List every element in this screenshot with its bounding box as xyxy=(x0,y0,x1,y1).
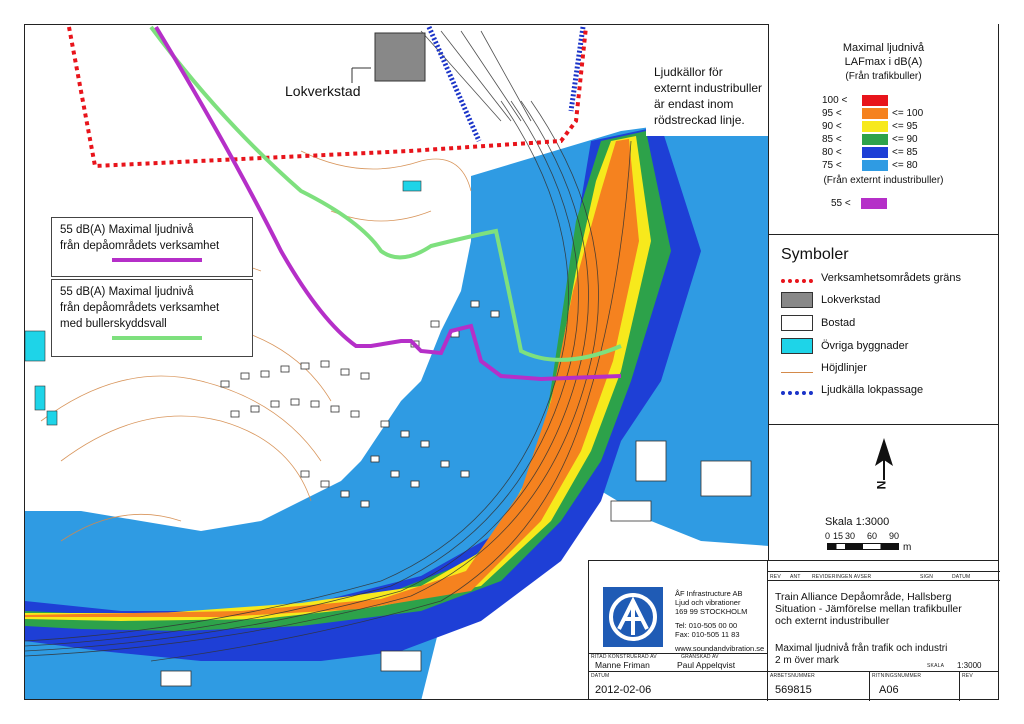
legend-industri-row xyxy=(831,197,887,209)
title-block xyxy=(588,560,999,700)
symbol-row xyxy=(781,338,908,354)
scale-value: 1:3000 xyxy=(957,661,982,670)
legend-level-row xyxy=(822,146,918,158)
legend-level-swatch xyxy=(862,147,888,158)
legend-level-row xyxy=(822,159,918,171)
legend-level-swatch xyxy=(862,121,888,132)
cyan-box-icon xyxy=(781,338,813,354)
drawing-no-value: A06 xyxy=(879,684,899,696)
constructed-caption: RITAD KONSTRUERAD AV xyxy=(591,654,657,660)
reviewed-by: Paul Appelqvist xyxy=(677,660,736,670)
contour-line-icon xyxy=(781,372,813,373)
date-value: 2012-02-06 xyxy=(595,684,652,696)
legend-level-row xyxy=(822,120,918,132)
legend-title-2: LAFmax i dB(A) xyxy=(844,56,923,68)
legend-industri-label: 55 < xyxy=(831,197,851,209)
project-line: Train Alliance Depåområde, Hallsberg xyxy=(775,591,952,603)
callout-green-line: med bullerskyddsvall xyxy=(60,318,167,330)
symbols-title: Symboler xyxy=(781,246,849,263)
scale-ticks xyxy=(825,531,903,541)
project-no-value: 569815 xyxy=(775,684,812,696)
reviewed-caption: GRANSKAD AV xyxy=(681,654,719,660)
callout-sources-line: rödstreckad linje. xyxy=(654,113,745,127)
legend-divider xyxy=(769,424,998,425)
symbol-row xyxy=(781,360,867,376)
af-logo-icon xyxy=(603,587,663,647)
symbol-label: Övriga byggnader xyxy=(821,340,909,352)
legend-level-label: 85 < xyxy=(822,133,842,145)
company-dept: Ljud och vibrationer xyxy=(675,598,741,607)
company-address: 169 99 STOCKHOLM xyxy=(675,607,748,616)
company-web: www.soundandvibration.se xyxy=(675,644,765,653)
legend-industri-swatch xyxy=(861,198,887,209)
grey-box-icon xyxy=(781,292,813,308)
scale-unit: m xyxy=(903,542,912,553)
legend-level-upper: <= 90 xyxy=(892,133,918,145)
legend-level-upper: <= 85 xyxy=(892,146,918,158)
scale-tick: 15 xyxy=(833,531,844,541)
symbol-row xyxy=(781,270,961,286)
symbol-label: Ljudkälla lokpassage xyxy=(821,384,924,396)
company-info xyxy=(675,589,764,653)
constructed-by: Manne Friman xyxy=(595,660,650,670)
scale-label: Skala 1:3000 xyxy=(825,516,890,528)
callout-purple xyxy=(51,217,253,277)
revidering-col: REVIDERINGEN AVSER xyxy=(812,574,872,580)
company-name: ÅF Infrastructure AB xyxy=(675,589,743,598)
legend-level-row xyxy=(822,107,923,119)
green-line-swatch xyxy=(112,336,202,340)
blue-hatched-line-icon xyxy=(781,391,813,395)
rev-header-row xyxy=(767,561,1000,581)
drawing-line: Maximal ljudnivå från trafik och industri xyxy=(775,643,948,654)
legend-level-label: 80 < xyxy=(822,146,842,158)
callout-purple-line: 55 dB(A) Maximal ljudnivå xyxy=(60,224,194,236)
legend-level-swatch xyxy=(862,95,888,106)
ant-col: ANT xyxy=(790,574,801,580)
scale-caption: SKALA xyxy=(927,663,945,669)
scale-bar xyxy=(827,543,899,550)
legend-level-row xyxy=(822,133,918,145)
project-line: Situation - Jämförelse mellan trafikbuller xyxy=(775,603,962,615)
drawing-no-caption: RITNINGSNUMMER xyxy=(872,673,922,679)
legend-level-label: 100 < xyxy=(822,94,848,106)
scale-tick: 30 xyxy=(845,531,856,541)
drawing-title xyxy=(775,643,947,667)
scale-tick: 0 xyxy=(825,531,831,541)
legend-level-swatch xyxy=(862,108,888,119)
sign-col: SIGN xyxy=(920,574,934,580)
legend-divider xyxy=(769,234,998,235)
rev-col: REV xyxy=(770,574,781,580)
callout-sources-line: Ljudkällor för xyxy=(654,65,723,79)
callout-green-line: från depåområdets verksamhet xyxy=(60,302,220,314)
lokverkstad-building xyxy=(375,33,425,81)
legend-level-row xyxy=(822,94,888,106)
legend-level-swatch xyxy=(862,160,888,171)
legend-title-1: Maximal ljudnivå xyxy=(842,42,925,54)
legend-level-swatch xyxy=(862,134,888,145)
symbol-label: Lokverkstad xyxy=(821,294,881,306)
callout-green-line: 55 dB(A) Maximal ljudnivå xyxy=(60,286,194,298)
rev-caption: REV xyxy=(962,673,973,679)
project-no-caption: ARBETSNUMMER xyxy=(770,673,815,679)
legend-title-3: (Från trafikbuller) xyxy=(845,71,922,82)
red-dotted-line-icon xyxy=(781,279,813,283)
datum-col: DATUM xyxy=(952,574,971,580)
drawing-line: 2 m över mark xyxy=(775,655,839,666)
legend-level-upper: <= 95 xyxy=(892,120,918,132)
legend-industri-note: (Från externt industribuller) xyxy=(823,175,944,186)
project-line: och externt industribuller xyxy=(775,615,890,627)
legend-level-label: 75 < xyxy=(822,159,842,171)
north-label: N xyxy=(874,480,889,490)
symbol-label: Verksamhetsområdets gräns xyxy=(821,272,962,284)
white-box-icon xyxy=(781,315,813,331)
symbol-row xyxy=(781,382,923,398)
callout-sources-line: är endast inom xyxy=(654,97,734,111)
scale-tick: 60 xyxy=(867,531,878,541)
legend-level-upper: <= 80 xyxy=(892,159,918,171)
callout-green xyxy=(51,279,253,357)
scale-tick: 90 xyxy=(889,531,900,541)
company-phone: Tel: 010-505 00 00 xyxy=(675,621,738,630)
legend-level-label: 95 < xyxy=(822,107,842,119)
company-fax: Fax: 010-505 11 83 xyxy=(675,630,740,639)
symbol-label: Bostad xyxy=(821,317,856,329)
symbol-row xyxy=(781,315,855,331)
symbol-row xyxy=(781,292,880,308)
legend-level-label: 90 < xyxy=(822,120,842,132)
legend-level-upper: <= 100 xyxy=(892,107,924,119)
project-title xyxy=(775,591,962,627)
symbol-label: Höjdlinjer xyxy=(821,362,867,374)
legend-panel xyxy=(768,24,999,560)
lokverkstad-label: Lokverkstad xyxy=(285,83,361,99)
callout-purple-line: från depåområdets verksamhet xyxy=(60,240,220,252)
purple-line-swatch xyxy=(112,258,202,262)
date-caption: DATUM xyxy=(591,673,610,679)
callout-sources-line: externt industribuller xyxy=(654,81,763,95)
